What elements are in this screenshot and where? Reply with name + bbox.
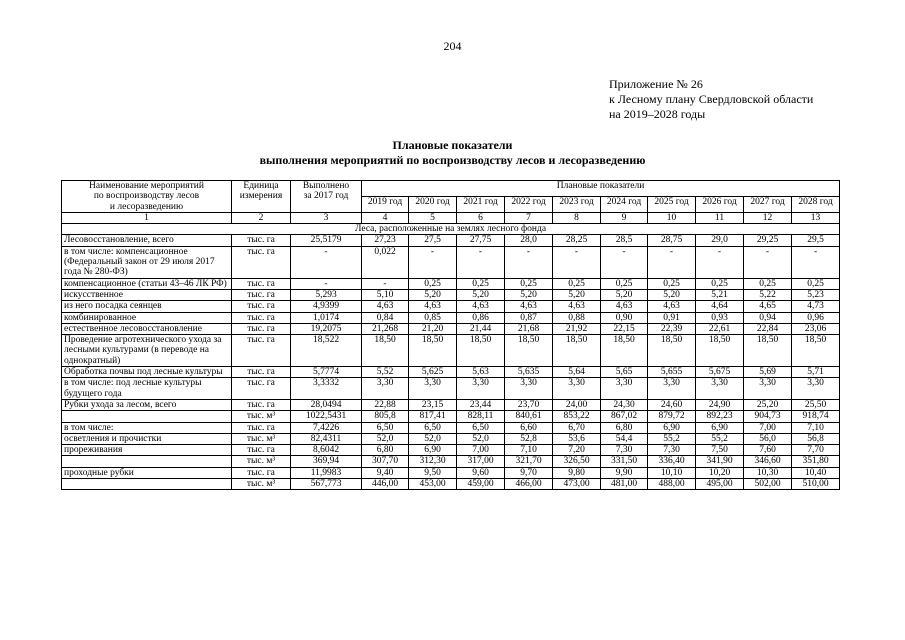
- plan-value-cell: 0,25: [696, 278, 744, 289]
- plan-value-cell: 307,70: [362, 456, 409, 467]
- unit-cell: тыс. га: [232, 246, 291, 278]
- plan-value-cell: 4,63: [505, 301, 553, 312]
- table-row: [62, 399, 840, 410]
- plan-value-cell: 817,41: [409, 411, 457, 422]
- plan-value-cell: 6,50: [457, 422, 505, 433]
- plan-value-cell: 7,60: [744, 445, 792, 456]
- year-header: 2026 год: [696, 196, 744, 212]
- plan-value-cell: -: [744, 246, 792, 278]
- header-row-1: [62, 181, 840, 197]
- plan-value-cell: 5,22: [744, 289, 792, 300]
- plan-value-cell: -: [457, 246, 505, 278]
- plan-value-cell: 9,60: [457, 467, 505, 478]
- plan-value-cell: 4,63: [601, 301, 648, 312]
- plan-value-cell: 21,92: [553, 323, 601, 334]
- done-2017-cell: 567,773: [291, 479, 362, 490]
- plan-value-cell: 3,30: [601, 378, 648, 400]
- plan-value-cell: 24,90: [696, 399, 744, 410]
- plan-value-cell: 495,00: [696, 479, 744, 490]
- activity-name: прореживания: [62, 445, 232, 456]
- plan-value-cell: 3,30: [409, 378, 457, 400]
- year-header: 2020 год: [409, 196, 457, 212]
- unit-cell: тыс. м³: [232, 411, 291, 422]
- plan-value-cell: 9,50: [409, 467, 457, 478]
- page-number: 204: [443, 39, 462, 53]
- done-2017-cell: 1022,5431: [291, 411, 362, 422]
- plan-value-cell: 18,50: [409, 335, 457, 367]
- unit-cell: тыс. га: [232, 445, 291, 456]
- plan-value-cell: 466,00: [505, 479, 553, 490]
- plan-value-cell: 18,50: [457, 335, 505, 367]
- plan-value-cell: 0,93: [696, 312, 744, 323]
- done-2017-cell: 28,0494: [291, 399, 362, 410]
- plan-value-cell: 5,625: [409, 367, 457, 378]
- plan-value-cell: 312,30: [409, 456, 457, 467]
- plan-value-cell: 0,87: [505, 312, 553, 323]
- plan-value-cell: 7,00: [744, 422, 792, 433]
- plan-value-cell: 5,23: [792, 289, 840, 300]
- plan-value-cell: 5,20: [553, 289, 601, 300]
- plan-value-cell: 3,30: [744, 378, 792, 400]
- unit-cell: тыс. га: [232, 422, 291, 433]
- done-2017-cell: 5,7774: [291, 367, 362, 378]
- activity-name: в том числе:: [62, 422, 232, 433]
- plan-value-cell: 9,80: [553, 467, 601, 478]
- plan-value-cell: 52,0: [409, 433, 457, 444]
- unit-cell: тыс. га: [232, 289, 291, 300]
- plan-value-cell: 18,50: [792, 335, 840, 367]
- activity-name: искусственное: [62, 289, 232, 300]
- plan-value-cell: 0,90: [601, 312, 648, 323]
- table-row: [62, 433, 840, 444]
- plan-value-cell: 25,50: [792, 399, 840, 410]
- plan-value-cell: 21,268: [362, 323, 409, 334]
- plan-value-cell: 25,20: [744, 399, 792, 410]
- appendix-line-3: на 2019–2028 годы: [609, 107, 706, 121]
- unit-cell: тыс. га: [232, 399, 291, 410]
- plan-value-cell: 0,25: [457, 278, 505, 289]
- header-name: Наименование мероприятий по воспроизводству лесов и лесоразведению: [62, 181, 232, 213]
- plan-value-cell: 0,25: [648, 278, 696, 289]
- plan-value-cell: 3,30: [792, 378, 840, 400]
- plan-value-cell: 6,90: [648, 422, 696, 433]
- done-2017-cell: -: [291, 246, 362, 278]
- plan-value-cell: 22,88: [362, 399, 409, 410]
- table-row: [62, 301, 840, 312]
- plan-value-cell: 27,5: [409, 235, 457, 246]
- plan-value-cell: 29,0: [696, 235, 744, 246]
- plan-value-cell: 3,30: [362, 378, 409, 400]
- year-header: 2019 год: [362, 196, 409, 212]
- done-2017-cell: 5,293: [291, 289, 362, 300]
- plan-value-cell: 6,80: [362, 445, 409, 456]
- plan-value-cell: 27,75: [457, 235, 505, 246]
- activity-name: компенсационное (статьи 43–46 ЛК РФ): [62, 278, 232, 289]
- plan-value-cell: 28,25: [553, 235, 601, 246]
- plan-value-cell: 0,25: [505, 278, 553, 289]
- plan-value-cell: 18,50: [601, 335, 648, 367]
- done-2017-cell: -: [291, 278, 362, 289]
- activity-name: Обработка почвы под лесные культуры: [62, 367, 232, 378]
- header-done: Выполнено за 2017 год: [291, 181, 362, 213]
- done-2017-cell: 18,522: [291, 335, 362, 367]
- plan-value-cell: 54,4: [601, 433, 648, 444]
- unit-cell: тыс. га: [232, 367, 291, 378]
- column-number: 13: [792, 212, 840, 223]
- plan-value-cell: -: [696, 246, 744, 278]
- plan-value-cell: -: [648, 246, 696, 278]
- plan-value-cell: 4,65: [744, 301, 792, 312]
- document-title: [0, 138, 905, 168]
- plan-value-cell: 10,30: [744, 467, 792, 478]
- plan-value-cell: 473,00: [553, 479, 601, 490]
- plan-value-cell: 10,40: [792, 467, 840, 478]
- plan-value-cell: 331,50: [601, 456, 648, 467]
- plan-value-cell: 4,63: [362, 301, 409, 312]
- plan-value-cell: 4,73: [792, 301, 840, 312]
- plan-value-cell: -: [505, 246, 553, 278]
- plan-value-cell: 5,655: [648, 367, 696, 378]
- plan-value-cell: 5,71: [792, 367, 840, 378]
- table-row: [62, 479, 840, 490]
- plan-value-cell: 3,30: [457, 378, 505, 400]
- plan-value-cell: 5,20: [457, 289, 505, 300]
- plan-value-cell: 853,22: [553, 411, 601, 422]
- plan-value-cell: 321,70: [505, 456, 553, 467]
- plan-value-cell: -: [409, 246, 457, 278]
- activity-name: Лесовосстановление, всего: [62, 235, 232, 246]
- table-row: [62, 456, 840, 467]
- plan-value-cell: 6,50: [409, 422, 457, 433]
- activity-name: Рубки ухода за лесом, всего: [62, 399, 232, 410]
- plan-value-cell: 55,2: [696, 433, 744, 444]
- plan-value-cell: 18,50: [553, 335, 601, 367]
- plan-value-cell: 4,64: [696, 301, 744, 312]
- plan-value-cell: 918,74: [792, 411, 840, 422]
- plan-value-cell: 5,10: [362, 289, 409, 300]
- year-header: 2021 год: [457, 196, 505, 212]
- plan-value-cell: 9,70: [505, 467, 553, 478]
- done-2017-cell: 369,94: [291, 456, 362, 467]
- year-header: 2027 год: [744, 196, 792, 212]
- plan-value-cell: 9,90: [601, 467, 648, 478]
- plan-value-cell: 453,00: [409, 479, 457, 490]
- plan-value-cell: 904,73: [744, 411, 792, 422]
- plan-value-cell: 5,635: [505, 367, 553, 378]
- plan-value-cell: 5,20: [409, 289, 457, 300]
- table-row: [62, 235, 840, 246]
- plan-value-cell: 7,10: [792, 422, 840, 433]
- appendix-line-2: к Лесному плану Свердловской области: [609, 92, 814, 106]
- year-header: 2022 год: [505, 196, 553, 212]
- year-header: 2024 год: [601, 196, 648, 212]
- plan-value-cell: 0,84: [362, 312, 409, 323]
- unit-cell: тыс. га: [232, 335, 291, 367]
- activity-name: в том числе: под лесные культуры будущего года: [62, 378, 232, 400]
- unit-cell: тыс. м³: [232, 433, 291, 444]
- plan-value-cell: 18,50: [744, 335, 792, 367]
- table-row: [62, 312, 840, 323]
- plan-value-cell: -: [553, 246, 601, 278]
- plan-value-cell: 5,64: [553, 367, 601, 378]
- activity-name: [62, 411, 232, 422]
- column-number: 1: [62, 212, 232, 223]
- plan-value-cell: 0,25: [409, 278, 457, 289]
- plan-value-cell: 24,30: [601, 399, 648, 410]
- plan-value-cell: 5,65: [601, 367, 648, 378]
- activity-name: осветления и прочистки: [62, 433, 232, 444]
- table-row: [62, 378, 840, 400]
- appendix-heading: [609, 77, 813, 122]
- unit-cell: тыс. га: [232, 278, 291, 289]
- plan-value-cell: 27,23: [362, 235, 409, 246]
- column-number: 3: [291, 212, 362, 223]
- table-row: [62, 335, 840, 367]
- plan-value-cell: 0,25: [553, 278, 601, 289]
- plan-value-cell: 5,69: [744, 367, 792, 378]
- plan-value-cell: 18,50: [505, 335, 553, 367]
- plan-value-cell: 52,0: [457, 433, 505, 444]
- plan-value-cell: 805,8: [362, 411, 409, 422]
- plan-value-cell: 6,90: [696, 422, 744, 433]
- plan-value-cell: 56,0: [744, 433, 792, 444]
- year-header: 2023 год: [553, 196, 601, 212]
- plan-value-cell: 22,39: [648, 323, 696, 334]
- plan-value-cell: 7,30: [648, 445, 696, 456]
- plan-value-cell: 0,86: [457, 312, 505, 323]
- plan-value-cell: -: [362, 278, 409, 289]
- plan-value-cell: 0,25: [601, 278, 648, 289]
- column-number: 5: [409, 212, 457, 223]
- plan-value-cell: 28,75: [648, 235, 696, 246]
- table-row: [62, 411, 840, 422]
- plan-value-cell: 55,2: [648, 433, 696, 444]
- plan-value-cell: 7,50: [696, 445, 744, 456]
- done-2017-cell: 82,4311: [291, 433, 362, 444]
- plan-value-cell: 6,80: [601, 422, 648, 433]
- plan-value-cell: 5,675: [696, 367, 744, 378]
- plan-value-cell: 6,60: [505, 422, 553, 433]
- activity-name: [62, 456, 232, 467]
- unit-cell: тыс. га: [232, 301, 291, 312]
- year-header: 2025 год: [648, 196, 696, 212]
- plan-value-cell: -: [792, 246, 840, 278]
- table-row: [62, 445, 840, 456]
- plan-value-cell: 7,20: [553, 445, 601, 456]
- plan-value-cell: 502,00: [744, 479, 792, 490]
- plan-value-cell: 446,00: [362, 479, 409, 490]
- plan-value-cell: 10,10: [648, 467, 696, 478]
- plan-value-cell: 21,20: [409, 323, 457, 334]
- plan-value-cell: 0,25: [744, 278, 792, 289]
- year-header: 2028 год: [792, 196, 840, 212]
- plan-value-cell: 5,52: [362, 367, 409, 378]
- title-line-2: выполнения мероприятий по воспроизводству лесов и лесоразведению: [259, 153, 646, 167]
- plan-value-cell: 22,61: [696, 323, 744, 334]
- table-body: [62, 235, 840, 490]
- title-line-1: Плановые показатели: [392, 138, 513, 152]
- plan-value-cell: 5,20: [648, 289, 696, 300]
- plan-value-cell: 23,06: [792, 323, 840, 334]
- plan-value-cell: 22,84: [744, 323, 792, 334]
- plan-value-cell: 28,5: [601, 235, 648, 246]
- plan-value-cell: 326,50: [553, 456, 601, 467]
- column-number: 12: [744, 212, 792, 223]
- plan-value-cell: 3,30: [696, 378, 744, 400]
- plan-table: [61, 180, 840, 490]
- column-number: 7: [505, 212, 553, 223]
- plan-value-cell: 18,50: [648, 335, 696, 367]
- unit-cell: тыс. га: [232, 323, 291, 334]
- table-row: [62, 367, 840, 378]
- table-row: [62, 278, 840, 289]
- plan-value-cell: 6,50: [362, 422, 409, 433]
- plan-value-cell: 22,15: [601, 323, 648, 334]
- plan-value-cell: 5,21: [696, 289, 744, 300]
- plan-value-cell: 867,02: [601, 411, 648, 422]
- plan-value-cell: 24,60: [648, 399, 696, 410]
- done-2017-cell: 3,3332: [291, 378, 362, 400]
- plan-value-cell: 3,30: [505, 378, 553, 400]
- plan-value-cell: 0,25: [792, 278, 840, 289]
- done-2017-cell: 4,9399: [291, 301, 362, 312]
- column-number: 2: [232, 212, 291, 223]
- column-number: 9: [601, 212, 648, 223]
- unit-cell: тыс. га: [232, 312, 291, 323]
- plan-value-cell: 18,50: [362, 335, 409, 367]
- plan-value-cell: 29,5: [792, 235, 840, 246]
- plan-value-cell: 341,90: [696, 456, 744, 467]
- column-number: 6: [457, 212, 505, 223]
- plan-value-cell: 21,44: [457, 323, 505, 334]
- plan-value-cell: 4,63: [409, 301, 457, 312]
- unit-cell: тыс. м³: [232, 479, 291, 490]
- plan-value-cell: 10,20: [696, 467, 744, 478]
- header-planned: Плановые показатели: [362, 181, 840, 197]
- plan-value-cell: 5,63: [457, 367, 505, 378]
- section-title: Леса, расположенные на землях лесного фонда: [62, 224, 840, 235]
- activity-name: естественное лесовосстановление: [62, 323, 232, 334]
- plan-value-cell: 317,00: [457, 456, 505, 467]
- activity-name: проходные рубки: [62, 467, 232, 478]
- plan-value-cell: 52,8: [505, 433, 553, 444]
- done-2017-cell: 19,2075: [291, 323, 362, 334]
- plan-value-cell: 892,23: [696, 411, 744, 422]
- plan-value-cell: 18,50: [696, 335, 744, 367]
- plan-value-cell: 0,88: [553, 312, 601, 323]
- activity-name: [62, 479, 232, 490]
- plan-value-cell: 7,70: [792, 445, 840, 456]
- plan-value-cell: 0,85: [409, 312, 457, 323]
- plan-value-cell: 0,91: [648, 312, 696, 323]
- plan-value-cell: 24,00: [553, 399, 601, 410]
- activity-name: в том числе: компенсационное (Федеральный закон от 29 июля 2017 года № 280-ФЗ): [62, 246, 232, 278]
- plan-value-cell: 481,00: [601, 479, 648, 490]
- plan-value-cell: 459,00: [457, 479, 505, 490]
- plan-value-cell: 52,0: [362, 433, 409, 444]
- done-2017-cell: 8,6042: [291, 445, 362, 456]
- unit-cell: тыс. га: [232, 378, 291, 400]
- plan-value-cell: 3,30: [648, 378, 696, 400]
- unit-cell: тыс. м³: [232, 456, 291, 467]
- plan-value-cell: 351,80: [792, 456, 840, 467]
- plan-value-cell: 5,20: [601, 289, 648, 300]
- plan-value-cell: 28,0: [505, 235, 553, 246]
- unit-cell: тыс. га: [232, 235, 291, 246]
- plan-value-cell: 840,61: [505, 411, 553, 422]
- plan-value-cell: 4,63: [553, 301, 601, 312]
- done-2017-cell: 25,5179: [291, 235, 362, 246]
- plan-value-cell: 7,00: [457, 445, 505, 456]
- plan-value-cell: 53,6: [553, 433, 601, 444]
- plan-value-cell: 0,96: [792, 312, 840, 323]
- plan-value-cell: 6,90: [409, 445, 457, 456]
- plan-value-cell: 23,70: [505, 399, 553, 410]
- table-row: [62, 467, 840, 478]
- header-unit: Единица измерения: [232, 181, 291, 213]
- plan-value-cell: 23,15: [409, 399, 457, 410]
- activity-name: из него посадка сеянцев: [62, 301, 232, 312]
- done-2017-cell: 7,4226: [291, 422, 362, 433]
- unit-cell: тыс. га: [232, 467, 291, 478]
- plan-value-cell: 21,68: [505, 323, 553, 334]
- column-number: 8: [553, 212, 601, 223]
- table-row: [62, 246, 840, 278]
- plan-value-cell: 4,63: [648, 301, 696, 312]
- plan-value-cell: 9,40: [362, 467, 409, 478]
- plan-value-cell: 346,60: [744, 456, 792, 467]
- plan-value-cell: 6,70: [553, 422, 601, 433]
- plan-value-cell: 488,00: [648, 479, 696, 490]
- column-number: 4: [362, 212, 409, 223]
- done-2017-cell: 11,9983: [291, 467, 362, 478]
- plan-value-cell: -: [601, 246, 648, 278]
- appendix-line-1: Приложение № 26: [609, 77, 703, 91]
- column-number-row: [62, 212, 840, 223]
- plan-value-cell: 336,40: [648, 456, 696, 467]
- section-row: [62, 224, 840, 235]
- table-row: [62, 422, 840, 433]
- plan-value-cell: 3,30: [553, 378, 601, 400]
- done-2017-cell: 1,0174: [291, 312, 362, 323]
- activity-name: комбинированное: [62, 312, 232, 323]
- table-row: [62, 323, 840, 334]
- table-row: [62, 289, 840, 300]
- plan-value-cell: 4,63: [457, 301, 505, 312]
- plan-value-cell: 7,30: [601, 445, 648, 456]
- plan-value-cell: 7,10: [505, 445, 553, 456]
- plan-value-cell: 879,72: [648, 411, 696, 422]
- column-number: 11: [696, 212, 744, 223]
- plan-value-cell: 5,20: [505, 289, 553, 300]
- plan-value-cell: 828,11: [457, 411, 505, 422]
- plan-value-cell: 0,94: [744, 312, 792, 323]
- plan-value-cell: 56,8: [792, 433, 840, 444]
- plan-value-cell: 0,022: [362, 246, 409, 278]
- plan-value-cell: 23,44: [457, 399, 505, 410]
- activity-name: Проведение агротехнического ухода за лесными культурами (в переводе на однократный): [62, 335, 232, 367]
- plan-value-cell: 29,25: [744, 235, 792, 246]
- column-number: 10: [648, 212, 696, 223]
- plan-value-cell: 510,00: [792, 479, 840, 490]
